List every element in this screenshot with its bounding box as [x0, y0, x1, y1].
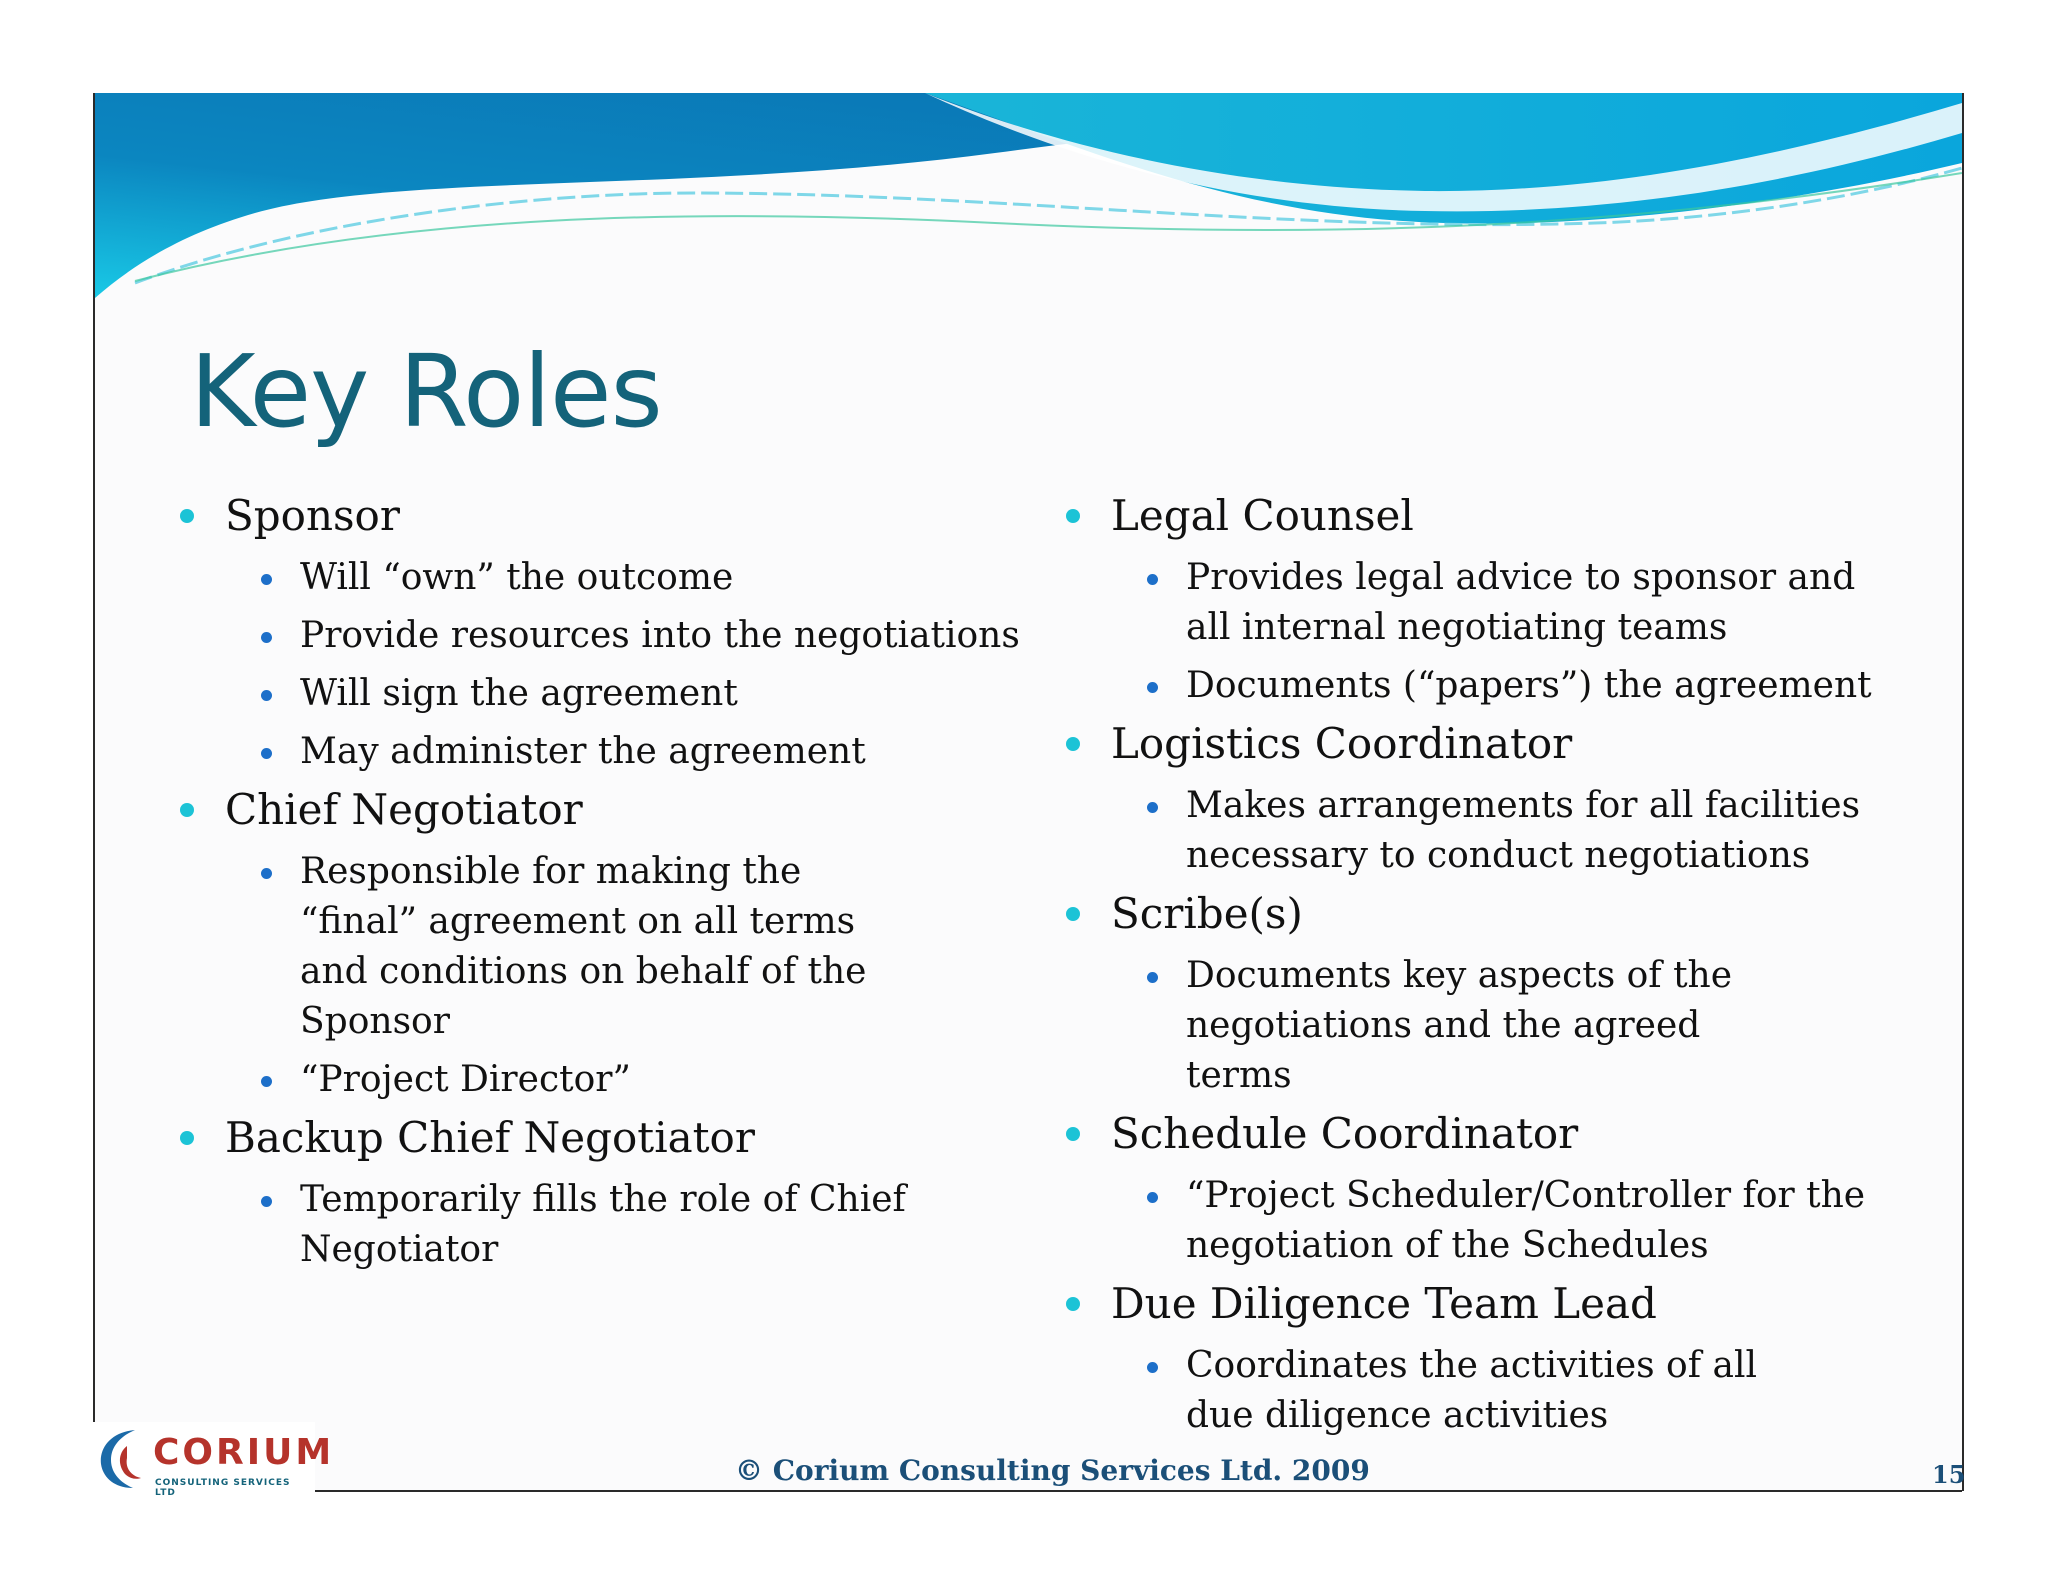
role-detail	[172, 847, 920, 1047]
role-label: Backup Chief Negotiator	[225, 1113, 755, 1162]
role-item	[1058, 1109, 1908, 1159]
bullet-icon	[261, 1196, 272, 1207]
role-detail-text: Will “own” the outcome	[300, 557, 734, 598]
footer-divider	[315, 1490, 1962, 1492]
role-detail-text: Documents (“papers”) the agreement	[1186, 665, 1872, 706]
logo-swoosh-icon	[93, 1422, 153, 1494]
role-detail	[172, 727, 1072, 777]
role-detail	[172, 669, 1072, 719]
copyright-text: © Corium Consulting Services Ltd. 2009	[735, 1454, 1370, 1487]
role-detail-text: Provide resources into the negotiations	[300, 615, 1020, 656]
role-label: Legal Counsel	[1111, 491, 1414, 540]
role-detail-text: Provides legal advice to sponsor and all internal negotiating teams	[1186, 557, 1856, 648]
role-detail	[1058, 553, 1908, 653]
bullet-icon	[261, 632, 272, 643]
role-detail	[172, 1175, 920, 1275]
role-label: Schedule Coordinator	[1111, 1109, 1579, 1158]
logo-name: CORIUM	[153, 1432, 335, 1473]
bullet-icon	[261, 690, 272, 701]
corium-logo	[93, 1422, 335, 1498]
logo-tagline: CONSULTING SERVICES LTD	[155, 1478, 291, 1498]
role-detail	[172, 1055, 1072, 1105]
role-item	[1058, 491, 1908, 541]
bullet-icon	[180, 803, 194, 817]
role-detail	[1058, 661, 1908, 711]
role-detail-text: “Project Scheduler/Controller for the negotiation of the Schedules	[1186, 1175, 1866, 1266]
slide-title: Key Roles	[190, 333, 662, 450]
role-detail	[1058, 1171, 1908, 1271]
slide	[93, 93, 1964, 1491]
page-number: 15	[1932, 1460, 1966, 1489]
bullet-icon	[261, 1076, 272, 1087]
bullet-icon	[180, 509, 194, 523]
role-detail	[1058, 781, 1908, 881]
role-detail	[1058, 951, 1746, 1101]
bullet-icon	[1066, 737, 1080, 751]
bullet-icon	[261, 574, 272, 585]
role-detail-text: Coordinates the activities of all due diligence activities	[1186, 1345, 1757, 1436]
role-item	[1058, 889, 1908, 939]
bullet-icon	[1066, 907, 1080, 921]
bullet-icon	[261, 868, 272, 879]
bullet-icon	[1147, 1362, 1158, 1373]
role-label: Chief Negotiator	[225, 785, 583, 834]
role-detail	[172, 553, 1072, 603]
role-detail-text: Responsible for making the “final” agreement on all terms and conditions on behalf of the Sponsor	[300, 851, 867, 1042]
right-column	[1058, 491, 1908, 1449]
bullet-icon	[1147, 1192, 1158, 1203]
role-detail	[1058, 1341, 1826, 1441]
role-label: Scribe(s)	[1111, 889, 1303, 938]
role-detail-text: Makes arrangements for all facilities necessary to conduct negotiations	[1186, 785, 1861, 876]
bullet-icon	[180, 1131, 194, 1145]
role-item	[1058, 719, 1908, 769]
bullet-icon	[1066, 1127, 1080, 1141]
bullet-icon	[1147, 802, 1158, 813]
role-detail-text: “Project Director”	[300, 1059, 631, 1100]
role-detail-text: Temporarily fills the role of Chief Negotiator	[300, 1179, 906, 1270]
role-item	[172, 1113, 1072, 1163]
role-detail-text: Documents key aspects of the negotiations and the agreed terms	[1186, 955, 1733, 1096]
role-label: Due Diligence Team Lead	[1111, 1279, 1657, 1328]
role-detail-text: Will sign the agreement	[300, 673, 738, 714]
left-column	[172, 491, 1072, 1283]
bullet-icon	[1147, 682, 1158, 693]
role-label: Logistics Coordinator	[1111, 719, 1573, 768]
role-detail	[172, 611, 1072, 661]
role-item	[172, 491, 1072, 541]
role-item	[172, 785, 1072, 835]
role-detail-text: May administer the agreement	[300, 731, 866, 772]
bullet-icon	[261, 748, 272, 759]
bullet-icon	[1147, 574, 1158, 585]
role-item	[1058, 1279, 1908, 1329]
bullet-icon	[1066, 1297, 1080, 1311]
bullet-icon	[1147, 972, 1158, 983]
role-label: Sponsor	[225, 491, 400, 540]
header-wave-graphic	[95, 93, 1962, 333]
bullet-icon	[1066, 509, 1080, 523]
